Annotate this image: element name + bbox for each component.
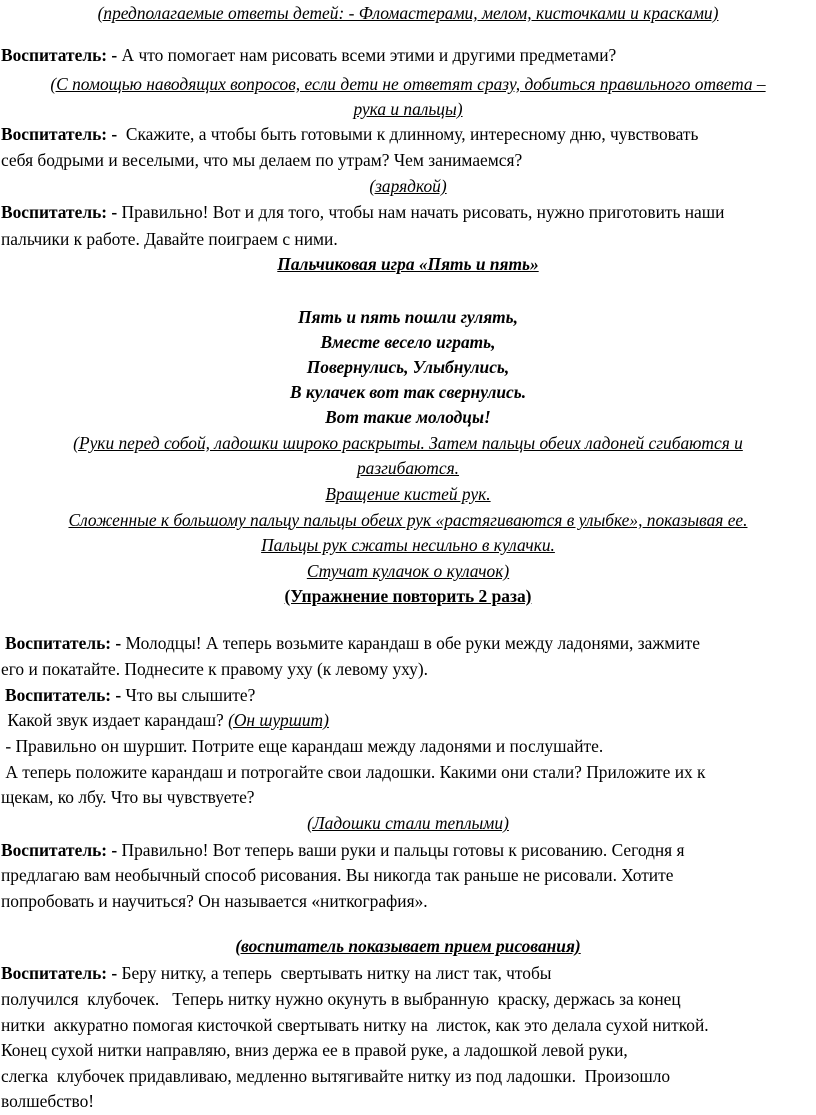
paragraph-line: себя бодрыми и веселыми, что мы делаем по утрам? Чем занимаемся? — [1, 150, 523, 170]
paragraph-line: Воспитатель: - Скажите, а чтобы быть готовыми к длинному, интересному дню, чувствовать — [1, 124, 699, 144]
paragraph-line: Воспитатель: - Правильно! Вот и для того, чтобы нам начать рисовать, нужно приготовить наши — [1, 202, 725, 222]
paragraph-line: попробовать и научиться? Он называется «ниткография». — [1, 891, 428, 911]
expected-answers-note: (предполагаемые ответы детей: - Фломастерами, мелом, кисточками и красками) — [97, 3, 719, 23]
instruction-note: Вращение кистей рук. — [325, 484, 491, 504]
demonstration-note: (воспитатель показывает прием рисования) — [235, 936, 581, 956]
poem-line: Повернулись, Улыбнулись, — [306, 357, 510, 377]
poem-line: Вот такие молодцы! — [325, 407, 491, 427]
paragraph-line: слегка клубочек придавливаю, медленно вытягивайте нитку из под ладошки. Произошло — [1, 1066, 671, 1086]
paragraph-line: Воспитатель: - Беру нитку, а теперь свертывать нитку на лист так, чтобы — [1, 963, 552, 983]
speaker-label: Воспитатель: - — [1, 45, 118, 65]
finger-game-title: Пальчиковая игра «Пять и пять» — [277, 254, 539, 274]
instruction-note: разгибаются. — [356, 458, 460, 478]
repeat-exercise-note: (Упражнение повторить 2 раза) — [284, 586, 532, 606]
answer-note: (Ладошки стали теплыми) — [307, 813, 509, 833]
paragraph-line: А теперь положите карандаш и потрогайте свои ладошки. Какими они стали? Приложите их к — [1, 762, 706, 782]
speaker-label: Воспитатель: - — [1, 124, 118, 144]
instruction-note: (Руки перед собой, ладошки широко раскрыты. Затем пальцы обеих ладоней сгибаются и — [73, 433, 743, 453]
poem-line: Пять и пять пошли гулять, — [298, 307, 518, 327]
speaker-label: Воспитатель: - — [1, 963, 118, 983]
speaker-label: Воспитатель: - — [5, 685, 122, 705]
paragraph-line: - Правильно он шуршит. Потрите еще карандаш между ладонями и послушайте. — [1, 736, 604, 756]
paragraph-line: нитки аккуратно помогая кисточкой свертывать нитку на листок, как это делала сухой ниткой. — [1, 1015, 709, 1035]
speaker-label: Воспитатель: - — [5, 633, 122, 653]
paragraph-line: пальчики к работе. Давайте поиграем с ними. — [1, 229, 338, 249]
instruction-note: Сложенные к большому пальцу пальцы обеих рук «растягиваются в улыбке», показывая ее. — [68, 510, 748, 530]
paragraph-line: Воспитатель: - Молодцы! А теперь возьмите карандаш в обе руки между ладонями, зажмите — [5, 633, 700, 653]
instruction-note: Стучат кулачок о кулачок) — [306, 561, 510, 581]
paragraph-line: получился клубочек. Теперь нитку нужно окунуть в выбранную краску, держась за конец — [1, 989, 681, 1009]
paragraph-line: предлагаю вам необычный способ рисования. Вы никогда так раньше не рисовали. Хотите — [1, 865, 674, 885]
poem-line: Вместе весело играть, — [320, 332, 496, 352]
answer-inline: (Он шуршит) — [228, 710, 329, 730]
answer-note: (зарядкой) — [369, 176, 447, 196]
speaker-label: Воспитатель: - — [1, 202, 118, 222]
speaker-label: Воспитатель: - — [1, 840, 118, 860]
paragraph-line: Воспитатель: - А что помогает нам рисовать всеми этими и другими предметами? — [1, 45, 617, 65]
paragraph-line: его и покатайте. Поднесите к правому уху (к левому уху). — [1, 659, 429, 679]
paragraph-line: щекам, ко лбу. Что вы чувствуете? — [1, 787, 255, 807]
instruction-note: Пальцы рук сжаты несильно в кулачки. — [261, 535, 555, 555]
paragraph-line: Воспитатель: - Что вы слышите? — [5, 685, 256, 705]
guidance-note: (С помощью наводящих вопросов, если дети не ответят сразу, добиться правильного ответа – — [50, 74, 766, 94]
paragraph-line: Конец сухой нитки направляю, вниз держа ее в правой руке, а ладошкой левой руки, — [1, 1040, 628, 1060]
guidance-note: рука и пальцы) — [353, 99, 463, 119]
paragraph-line: Воспитатель: - Правильно! Вот теперь ваши руки и пальцы готовы к рисованию. Сегодня я — [1, 840, 685, 860]
paragraph-line: Какой звук издает карандаш? (Он шуршит) — [3, 710, 329, 730]
paragraph-line: волшебство! — [1, 1091, 95, 1111]
poem-line: В кулачек вот так свернулись. — [289, 382, 527, 402]
